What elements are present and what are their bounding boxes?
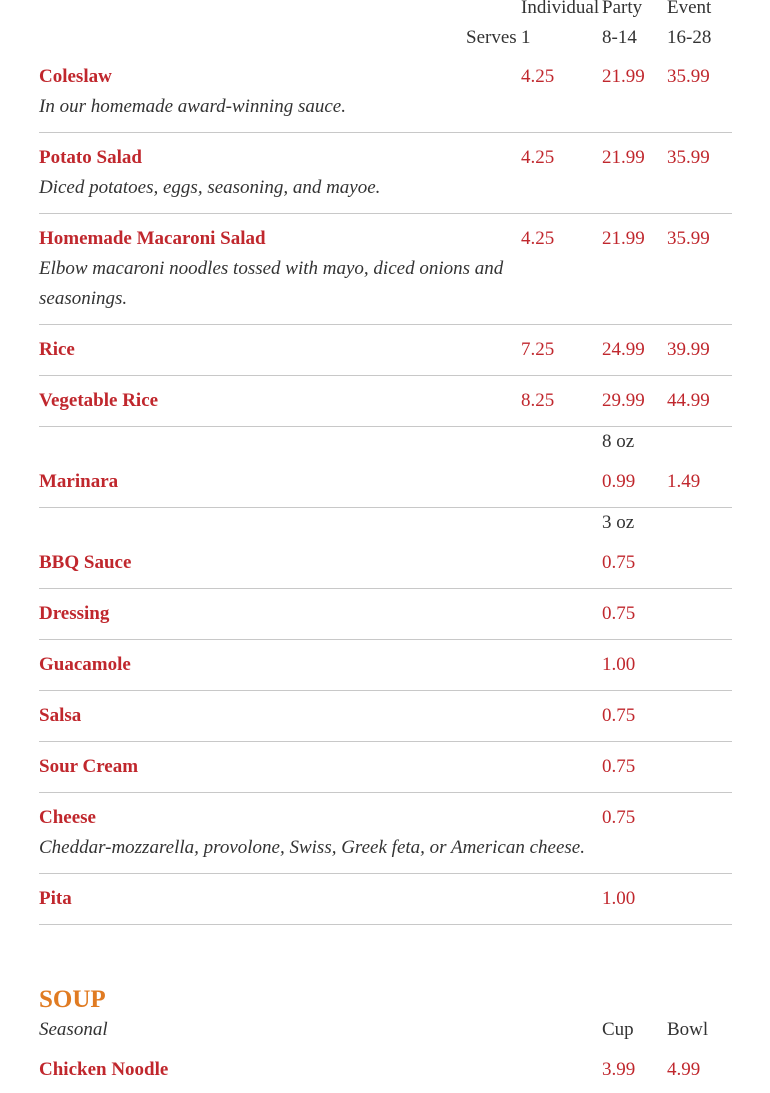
price-party: 21.99: [602, 66, 645, 87]
price-3oz: 0.75: [602, 705, 636, 726]
price-individual: 4.25: [521, 228, 555, 249]
price-party: 21.99: [602, 228, 645, 249]
item-name: Chicken Noodle: [39, 1059, 169, 1080]
price-party: 24.99: [602, 339, 645, 360]
size-label-8oz: 8 oz: [602, 431, 635, 452]
soup-subtitle: Seasonal: [39, 1019, 108, 1040]
item-name: Pita: [39, 888, 72, 909]
price-event: 44.99: [667, 390, 710, 411]
serves-event: 16-28: [667, 27, 712, 48]
price-3oz: 1.00: [602, 888, 636, 909]
item-name: Dressing: [39, 603, 110, 624]
price-event: 35.99: [667, 228, 710, 249]
section-title-soup: SOUP: [39, 986, 106, 1013]
price-cup: 3.99: [602, 1059, 636, 1080]
item-description: In our homemade award-winning sauce.: [39, 96, 346, 117]
column-header-event: Event: [667, 0, 712, 18]
price-individual: 4.25: [521, 147, 555, 168]
price-party: 21.99: [602, 147, 645, 168]
column-header-party: Party: [602, 0, 643, 18]
price-large: 1.49: [667, 471, 701, 492]
menu-row: [39, 697, 732, 742]
menu-row: [39, 331, 732, 376]
menu-row: [39, 880, 732, 925]
item-name: Salsa: [39, 705, 82, 726]
menu-row: [39, 220, 732, 325]
price-bowl: 4.99: [667, 1059, 701, 1080]
price-event: 35.99: [667, 66, 710, 87]
menu-row: [39, 427, 732, 508]
serves-individual: 1: [521, 27, 531, 48]
menu-row: [39, 646, 732, 691]
menu-row: [39, 382, 732, 427]
item-name: Homemade Macaroni Salad: [39, 228, 266, 249]
menu-row: [39, 799, 732, 874]
item-name: Potato Salad: [39, 147, 142, 168]
item-description: Cheddar-mozzarella, provolone, Swiss, Greek feta, or American cheese.: [39, 837, 585, 858]
price-3oz: 0.75: [602, 552, 636, 573]
item-name: Cheese: [39, 807, 96, 828]
menu-row: [39, 748, 732, 793]
item-name: Sour Cream: [39, 756, 139, 777]
serves-label: Serves: [466, 27, 517, 48]
serves-party: 8-14: [602, 27, 637, 48]
menu-row: [39, 1051, 732, 1091]
column-header-cup: Cup: [602, 1019, 634, 1040]
item-name: Rice: [39, 339, 75, 360]
item-name: Marinara: [39, 471, 119, 492]
price-individual: 4.25: [521, 66, 555, 87]
price-event: 35.99: [667, 147, 710, 168]
item-name: Vegetable Rice: [39, 390, 159, 411]
menu-row: [39, 595, 732, 640]
price-3oz: 1.00: [602, 654, 636, 675]
item-name: Coleslaw: [39, 66, 112, 87]
column-header-bowl: Bowl: [667, 1019, 709, 1040]
price-individual: 7.25: [521, 339, 555, 360]
item-description: Diced potatoes, eggs, seasoning, and mayoe.: [39, 177, 381, 198]
price-individual: 8.25: [521, 390, 555, 411]
price-3oz: 0.75: [602, 807, 636, 828]
menu-row: [39, 58, 732, 133]
menu-row: [39, 139, 732, 214]
price-8oz: 0.99: [602, 471, 636, 492]
price-3oz: 0.75: [602, 603, 636, 624]
item-description: Elbow macaroni noodles tossed with mayo, diced onions and seasonings.: [39, 258, 504, 309]
item-name: BBQ Sauce: [39, 552, 132, 573]
column-header-individual: Individual: [521, 0, 600, 18]
price-3oz: 0.75: [602, 756, 636, 777]
size-label-3oz: 3 oz: [602, 512, 635, 533]
item-name: Guacamole: [39, 654, 131, 675]
menu-row: [39, 508, 732, 589]
price-event: 39.99: [667, 339, 710, 360]
price-party: 29.99: [602, 390, 645, 411]
